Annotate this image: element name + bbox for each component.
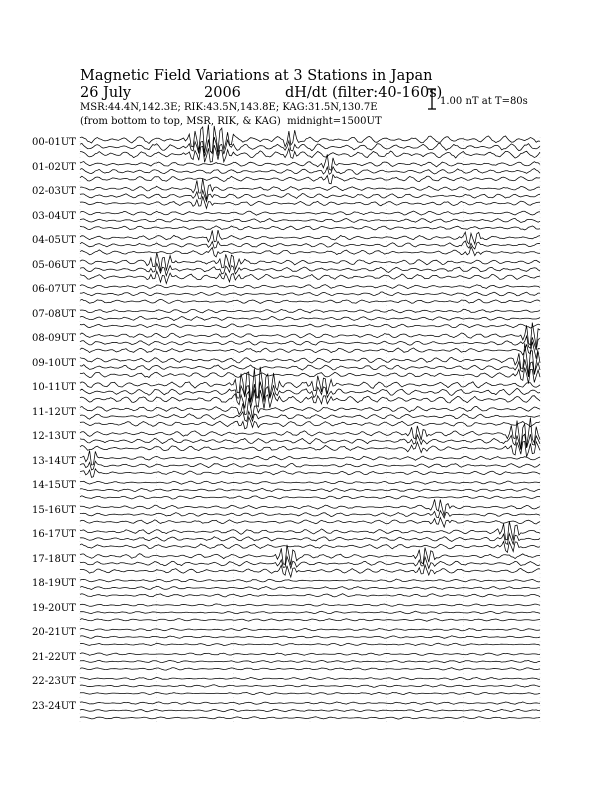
- trace-rik: [80, 461, 540, 470]
- hour-label: 02-03UT: [32, 186, 76, 197]
- hour-label: 07-08UT: [32, 308, 76, 320]
- hour-label: 20-21UT: [32, 627, 76, 638]
- filter-label: (filter:40-160s): [332, 85, 443, 101]
- hour-label: 13-14UT: [32, 455, 76, 467]
- order-note: (from bottom to top, MSR, RIK, & KAG): [80, 116, 281, 127]
- scale-label: 1.00 nT at T=80s: [440, 96, 528, 107]
- hour-label: 04-05UT: [32, 235, 76, 246]
- trace-kag: [80, 628, 540, 630]
- trace-msr: [80, 417, 540, 429]
- hour-label: 01-02UT: [32, 161, 76, 173]
- trace-kag: [80, 154, 540, 170]
- trace-msr: [80, 565, 540, 577]
- hour-label: 10-11UT: [32, 382, 76, 393]
- trace-msr: [80, 542, 540, 553]
- stations-line: MSR:44.4N,142.3E; RIK:43.5N,143.8E; KAG:31.5N,130.7E: [80, 102, 378, 113]
- trace-msr: [80, 175, 540, 184]
- trace-kag: [80, 545, 540, 565]
- hour-label: 19-20UT: [32, 602, 76, 614]
- hour-label: 18-19UT: [32, 578, 76, 589]
- trace-msr: [80, 496, 540, 499]
- trace-rik: [80, 511, 540, 518]
- hour-label: 17-18UT: [32, 553, 76, 565]
- trace-msr: [80, 692, 540, 694]
- trace-rik: [80, 660, 540, 662]
- hour-label: 21-22UT: [32, 651, 76, 663]
- trace-rik: [80, 488, 540, 491]
- hour-label: 11-12UT: [32, 406, 76, 418]
- trace-rik: [80, 167, 540, 175]
- hour-label: 06-07UT: [32, 284, 76, 295]
- trace-rik: [80, 534, 540, 545]
- hour-label: 14-15UT: [32, 480, 76, 491]
- hour-label: 16-17UT: [32, 529, 76, 540]
- trace-rik: [80, 557, 540, 569]
- hour-label: 03-04UT: [32, 210, 76, 222]
- trace-msr: [80, 619, 540, 622]
- hour-label: 15-16UT: [32, 504, 76, 516]
- trace-kag: [80, 702, 540, 704]
- hour-label: 12-13UT: [32, 431, 76, 442]
- trace-msr: [80, 594, 540, 597]
- trace-msr: [80, 324, 540, 328]
- trace-msr: [80, 342, 540, 359]
- trace-kag: [80, 677, 540, 680]
- trace-kag: [80, 285, 540, 289]
- hour-label: 05-06UT: [32, 259, 76, 271]
- trace-rik: [80, 190, 540, 201]
- date-day: 26 July: [80, 85, 132, 101]
- date-year: 2006: [204, 85, 241, 101]
- trace-msr: [80, 299, 540, 303]
- trace-kag: [80, 343, 540, 375]
- hour-label: 23-24UT: [32, 700, 76, 712]
- hour-label: 00-01UT: [32, 137, 76, 148]
- hour-label: 22-23UT: [32, 676, 76, 687]
- hour-label: 08-09UT: [32, 333, 76, 344]
- trace-msr: [80, 247, 540, 257]
- chart-title: Magnetic Field Variations at 3 Stations in Japan: [80, 68, 433, 84]
- quantity-label: dH/dt: [285, 85, 327, 101]
- trace-rik: [80, 412, 540, 422]
- grid: [80, 137, 540, 725]
- midnight-note: midnight=1500UT: [287, 116, 382, 127]
- hour-label: 09-10UT: [32, 357, 76, 369]
